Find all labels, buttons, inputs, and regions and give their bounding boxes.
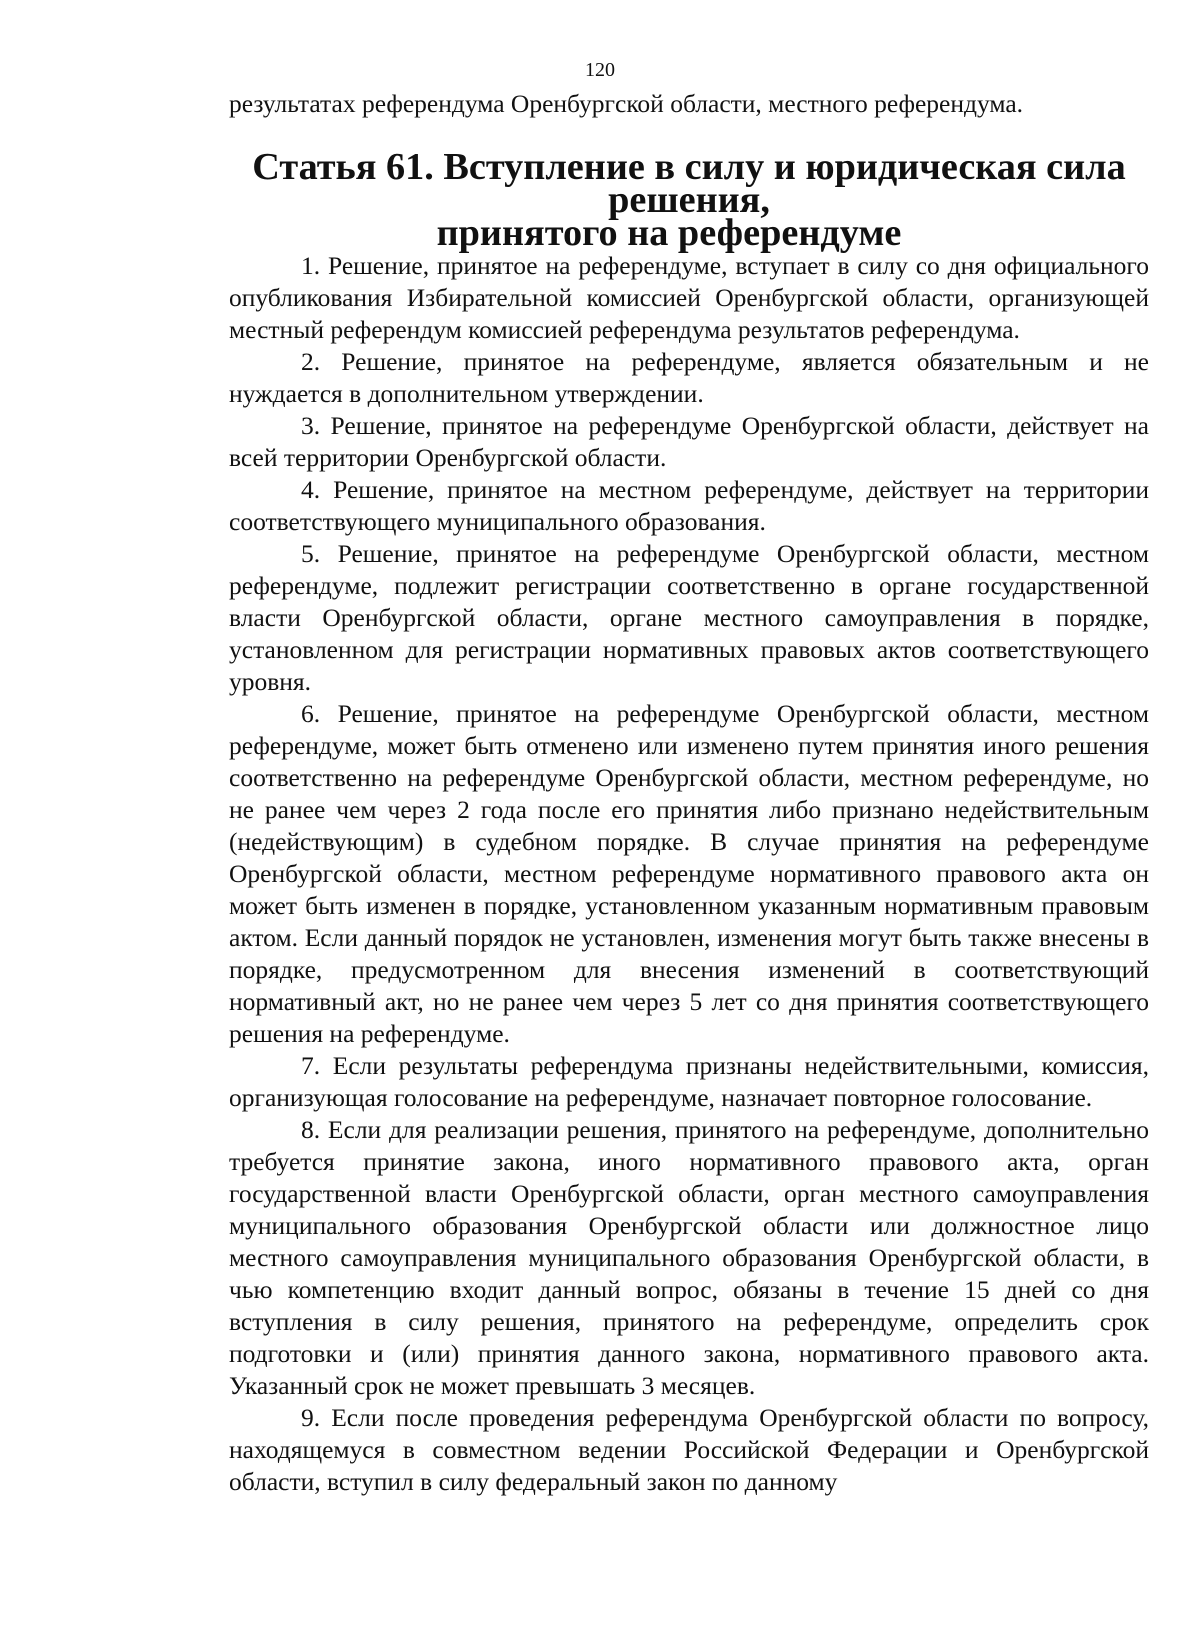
article-heading-line-2: принятого на референдуме	[436, 212, 902, 254]
paragraph-8: 8. Если для реализации решения, принятого на референдуме, дополнительно требуется принятие закона, иного нормативного правового акта, орган государственной власти Оренбургской области, орган местного самоуправления муниципального образования Оренбургской области или должностное лицо местного самоуправления муниципального образования Оренбургской области, в чью компетенцию входит данный вопрос, обязаны в течение 15 дней со дня вступления в силу решения, принятого на референдуме, определить срок подготовки и (или) принятия данного закона, нормативного правового акта. Указанный срок не может превышать 3 месяцев.	[229, 1115, 1149, 1400]
paragraph-9: 9. Если после проведения референдума Оренбургской области по вопросу, находящемуся в совместном ведении Российской Федерации и Оренбургской области, вступил в силу федеральный закон по данному	[229, 1403, 1149, 1496]
document-body	[229, 88, 1149, 1498]
paragraph-7: 7. Если результаты референдума признаны недействительными, комиссия, организующая голосование на референдуме, назначает повторное голосование.	[229, 1051, 1149, 1112]
paragraph-1: 1. Решение, принятое на референдуме, вступает в силу со дня официального опубликования Избирательной комиссией Оренбургской области, организующей местный референдум комиссией референдума результатов референдума.	[229, 251, 1149, 344]
article-heading-line-1: Статья 61. Вступление в силу и юридическая сила решения,	[252, 146, 1126, 221]
page-number: 120	[585, 59, 615, 81]
paragraph-4: 4. Решение, принятое на местном референдуме, действует на территории соответствующего муниципального образования.	[229, 475, 1149, 536]
continued-text: результатах референдума Оренбургской области, местного референдума.	[229, 89, 1024, 118]
paragraph-6: 6. Решение, принятое на референдуме Оренбургской области, местном референдуме, может быть отменено или изменено путем принятия иного решения соответственно на референдуме Оренбургской области, местном референдуме, но не ранее чем через 2 года после его принятия либо признано недействительным (недействующим) в судебном порядке. В случае принятия на референдуме Оренбургской области, местном референдуме нормативного правового акта он может быть изменен в порядке, установленном указанным нормативным правовым актом. Если данный порядок не установлен, изменения могут быть также внесены в порядке, предусмотренном для внесения изменений в соответствующий нормативный акт, но не ранее чем через 5 лет со дня принятия соответствующего решения на референдуме.	[229, 699, 1149, 1048]
paragraph-3: 3. Решение, принятое на референдуме Оренбургской области, действует на всей территории Оренбургской области.	[229, 411, 1149, 472]
article-heading	[229, 146, 1149, 254]
paragraph-2: 2. Решение, принятое на референдуме, является обязательным и не нуждается в дополнительном утверждении.	[229, 347, 1149, 408]
paragraph-5: 5. Решение, принятое на референдуме Оренбургской области, местном референдуме, подлежит регистрации соответственно в органе государственной власти Оренбургской области, органе местного самоуправления в порядке, установленном для регистрации нормативных правовых актов соответствующего уровня.	[229, 539, 1149, 696]
